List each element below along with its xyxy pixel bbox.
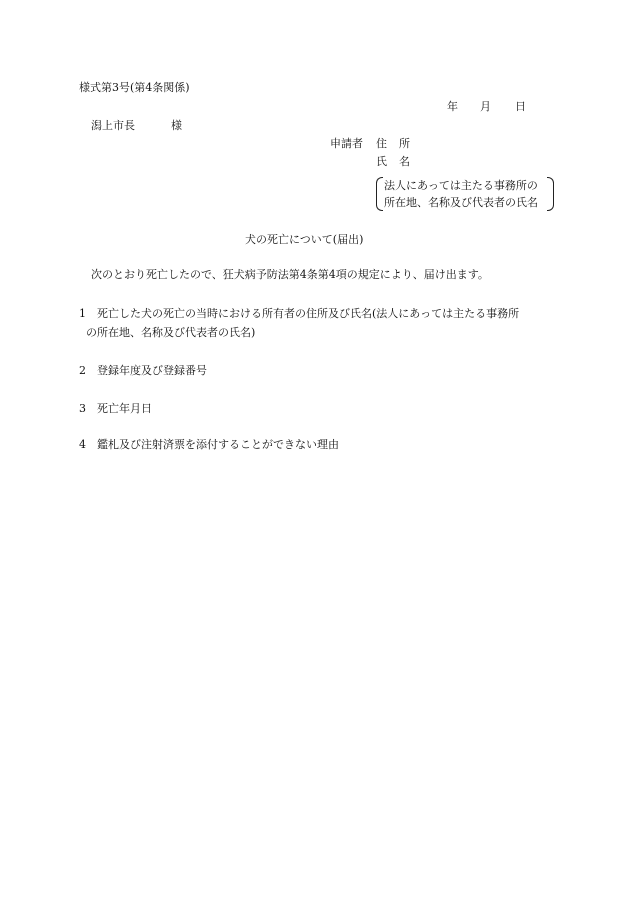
item-text: 鑑札及び注射済票を添付することができない理由 (97, 438, 339, 451)
item-4 (79, 439, 339, 450)
corporate-note-line1: 法人にあっては主たる事務所の (384, 179, 538, 192)
item-text: 登録年度及び登録番号 (97, 364, 207, 377)
item-text: 死亡した犬の死亡の当時における所有者の住所及び氏名(法人にあっては主たる事務所 (97, 307, 520, 320)
corporate-note (376, 177, 554, 211)
year-label: 年 (447, 100, 458, 113)
name-label: 氏名 (376, 155, 422, 168)
right-bracket (547, 177, 554, 211)
item-number: 1 (79, 307, 86, 320)
left-bracket (376, 177, 383, 211)
item-3 (79, 403, 152, 414)
item-1 (79, 308, 519, 319)
address-label: 住所 (376, 137, 422, 150)
item-text: 死亡年月日 (97, 402, 152, 415)
month-label: 月 (480, 100, 491, 113)
document-title: 犬の死亡について(届出) (245, 233, 364, 246)
item-2 (79, 365, 207, 376)
item-number: 4 (79, 438, 86, 451)
addressee-mayor: 潟上市長 (91, 119, 135, 132)
addressee (91, 120, 182, 131)
item-number: 2 (79, 364, 86, 377)
day-label: 日 (515, 100, 526, 113)
item-number: 3 (79, 402, 86, 415)
addressee-honorific: 様 (171, 119, 182, 132)
corporate-note-line2: 所在地、名称及び代表者の氏名 (384, 196, 538, 209)
item-1-continuation: の所在地、名称及び代表者の氏名) (86, 326, 256, 339)
applicant-label: 申請者 (330, 137, 363, 150)
date-line (447, 101, 526, 112)
body-text: 次のとおり死亡したので、狂犬病予防法第4条第4項の規定により、届け出ます。 (91, 268, 489, 281)
form-number: 様式第3号(第4条関係) (79, 81, 190, 94)
